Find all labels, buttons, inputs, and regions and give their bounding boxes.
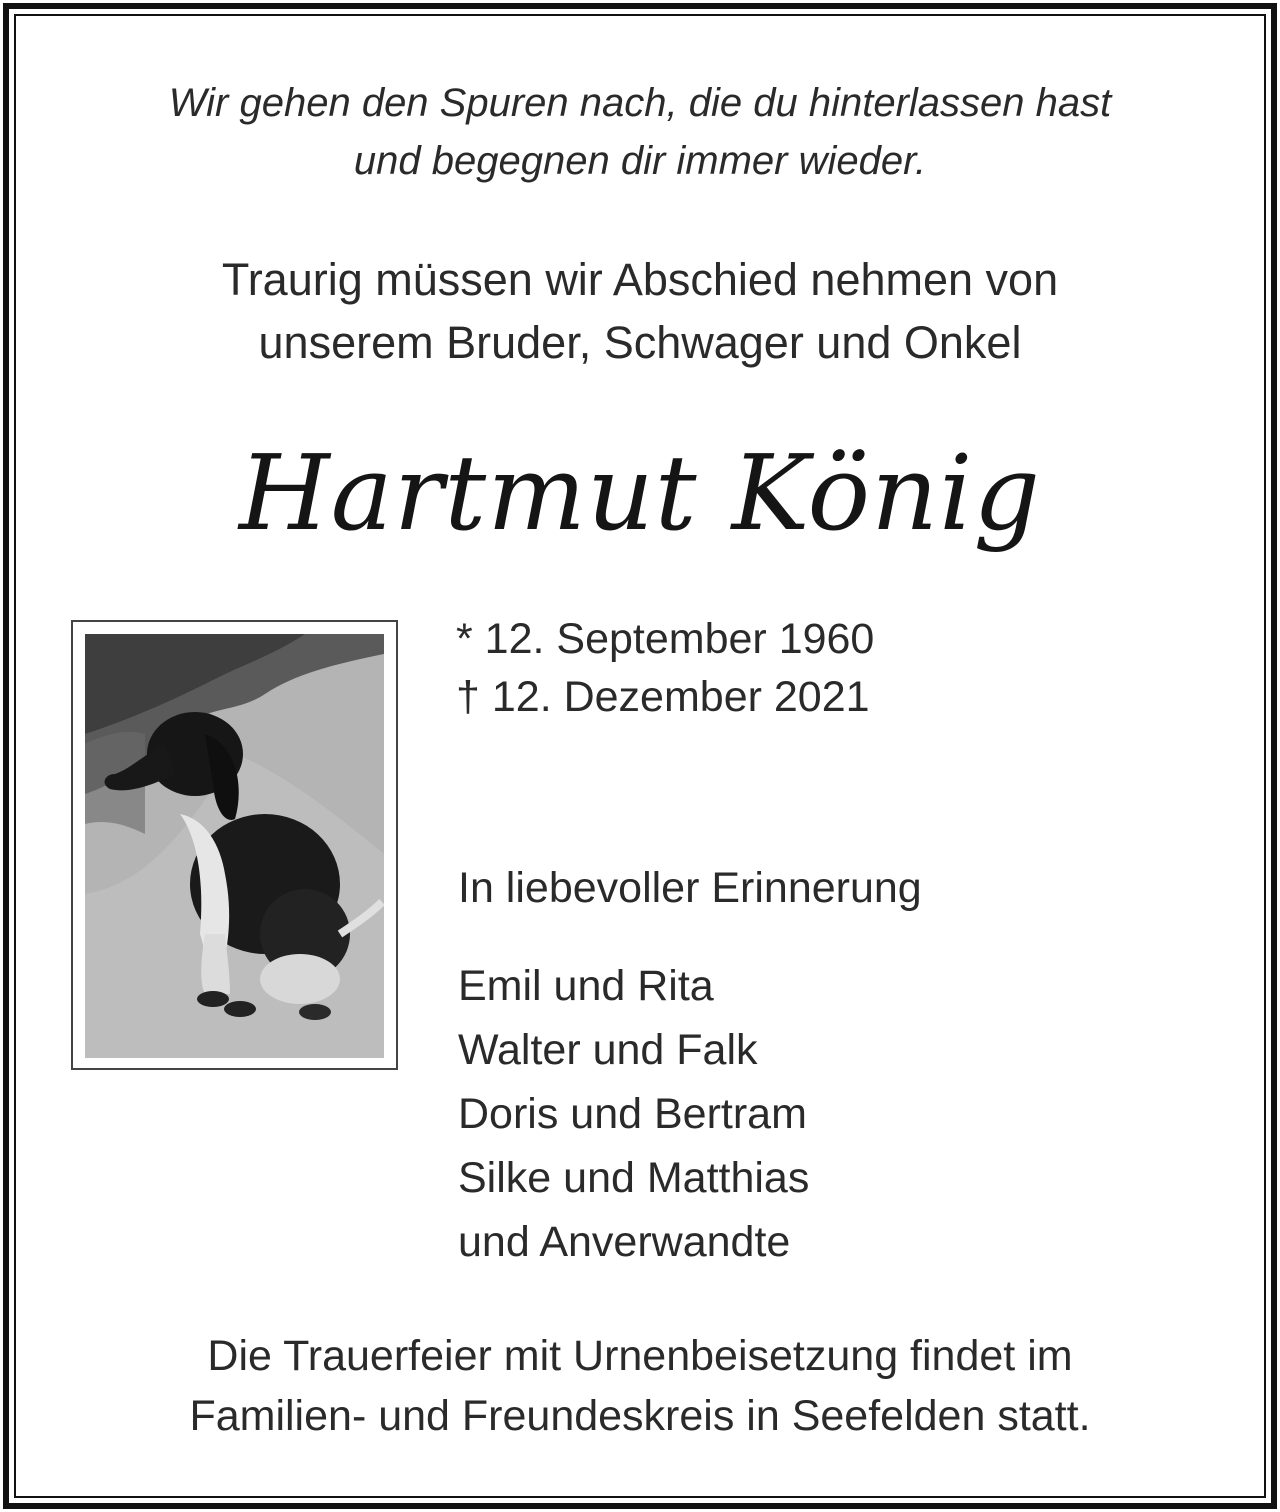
- motto: [0, 74, 1280, 190]
- remembrance-text: In liebevoller Erinnerung: [458, 864, 922, 912]
- family-list: [458, 954, 809, 1274]
- ceremony-line-1: Die Trauerfeier mit Urnenbeisetzung findet im: [207, 1332, 1073, 1380]
- intro-line-1: Traurig müssen wir Abschied nehmen von: [221, 254, 1059, 305]
- family-member: Walter und Falk: [458, 1026, 758, 1074]
- family-member: Silke und Matthias: [458, 1154, 810, 1202]
- dog-photo: [85, 634, 384, 1058]
- family-member: und Anverwandte: [458, 1218, 791, 1266]
- photo-frame: [71, 620, 398, 1070]
- life-dates: [456, 610, 874, 726]
- motto-line-2: und begegnen dir immer wieder.: [353, 139, 927, 183]
- intro-line-2: unserem Bruder, Schwager und Onkel: [258, 317, 1022, 368]
- family-member: Emil und Rita: [458, 962, 714, 1010]
- birth-date: * 12. September 1960: [456, 615, 875, 663]
- motto-line-1: Wir gehen den Spuren nach, die du hinterlassen hast: [168, 81, 1112, 125]
- death-date: † 12. Dezember 2021: [456, 673, 870, 721]
- intro-text: [0, 248, 1280, 374]
- ceremony-notice: [0, 1326, 1280, 1446]
- family-member: Doris und Bertram: [458, 1090, 807, 1138]
- deceased-name: Hartmut König: [239, 432, 1041, 554]
- ceremony-line-2: Familien- und Freundeskreis in Seefelden statt.: [189, 1392, 1091, 1440]
